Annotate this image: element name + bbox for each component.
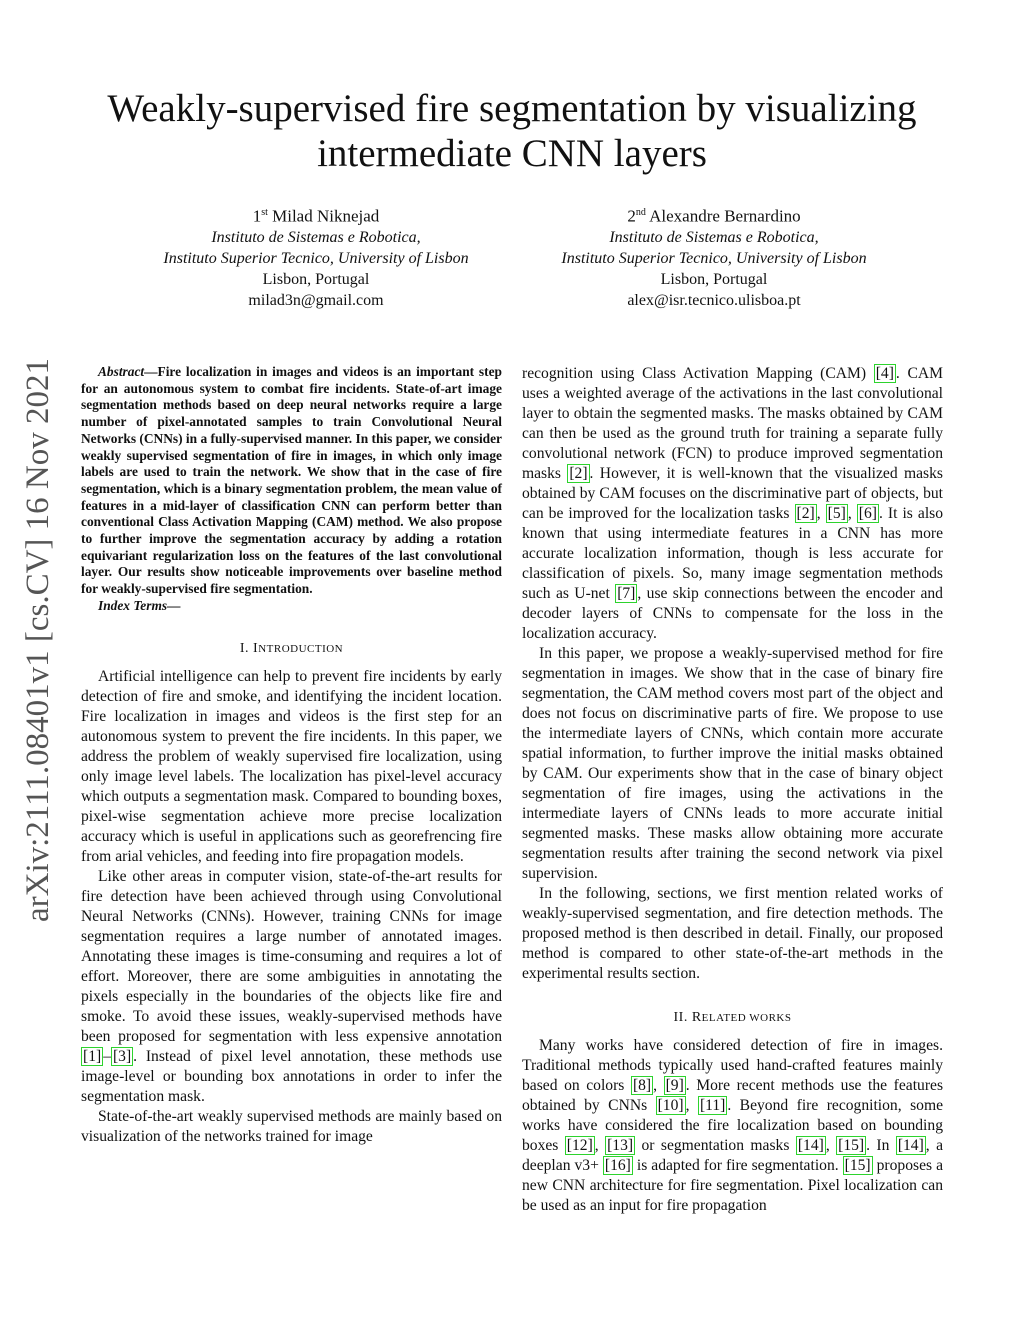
paragraph: recognition using Class Activation Mapping (CAM) [4] . CAM uses a weighted average of the activations in the last convolutional layer to obtain the segmented masks. The masks obtained by CAM can then be used as the ground truth for training a separate fully convolutional network (FCN) to produce improved segmentation masks [2] . However, it is well-known that the visualized masks obtained by CAM focuses on the discriminative part of objects, but can be improved for the localization tasks [2] , [5] , [6] . It is also known that using intermediate features in a CNN has more accurate localization information, though is less accurate for classification of pixels. So, many image segmentation methods such as U-net [7] , use skip connections between the encoder and decoder layers of CNNs to compensate for the loss in the localization accuracy. <box>522 365 944 642</box>
citation-link[interactable]: [15] <box>838 1137 865 1154</box>
paragraph: In the following, sections, we first mention related works of weakly-supervised segmentation, and fire detection methods. The proposed method is then described in detail. Finally, our proposed method is compared to other state-of-the-art methods in the experimental results section. <box>522 885 943 982</box>
citation-link[interactable]: [2] <box>569 465 588 482</box>
citation-link[interactable]: [2] <box>796 505 815 522</box>
paragraph: State-of-the-art weakly supervised methods are mainly based on visualization of the networks trained for image <box>81 1107 502 1145</box>
abstract: Abstract—Fire localization in images and videos is an important step for an autonomous system to combat fire incidents. State-of-art image segmentation methods based on deep neural networks require a large number of pixel-annotated samples to train Convolutional Neural Networks (CNNs) in a fully-supervised manner. In this paper, we consider weakly supervised segmentation of fire in images, in which only image labels are used to train the network. We show that in the case of fire segmentation, which is a binary segmentation problem, the mean value of features in a mid-layer of classification CNN can perform better than conventional Class Activation Mapping (CAM) method. We also propose to further improve the segmentation accuracy by adding a rotation equivariant regularization loss on the features of the last convolutional layer. Our results show noticeable improvements over baseline method for weakly-supervised fire segmentation. <box>81 364 502 597</box>
citation-link[interactable]: [11] <box>699 1097 726 1114</box>
paragraph: Artificial intelligence can help to prevent fire incidents by early detection of fire and smoke, and identifying the incident location. Fire localization in images and videos is the first step for an autonomous system to prevent the fire incidents. In this paper, we address the problem of weakly supervised fire localization, using only image level labels. The localization has pixel-level accuracy which outputs a segmentation mask. Compared to bounding boxes, pixel-wise segmentation achieve more precise localization accuracy which is useful in applications such as georefrencing fire from arial vehicles, and feeding into fire propagation models. <box>81 667 502 865</box>
author-email: milad3n@gmail.com <box>248 291 384 309</box>
citation-link[interactable]: [14] <box>797 1137 824 1154</box>
paragraph: In this paper, we propose a weakly-supervised method for fire segmentation in images. We show that in the case of binary fire segmentation, the CAM method covers most part of the object and does not focus on discriminative parts of fire. We propose to use the intermediate layers of CNNs, which contain more accurate spatial information, to further improve the initial masks obtained by CAM. Our experiments show that in the case of binary object segmentation of fire images, using the activations in the intermediate layers of CNNs leads to more accurate initial segmented masks. These masks allow obtaining more accurate segmentation results after training the second network via pixel supervision. <box>522 645 943 882</box>
citation-link[interactable]: [7] <box>617 585 636 602</box>
right-column <box>522 364 943 1216</box>
citation-link[interactable]: [12] <box>566 1137 593 1154</box>
paragraph: Many works have considered detection of fire in images. Traditional methods typically used hand-crafted features mainly based on colors [8] , [9] . More recent methods use the features obtained by CNNs [10] , [11] . Beyond fire recognition, some works have considered the fire localization based on bounding boxes [12] , [13] or segmentation masks [14] , [15] . In [14] , a deeplan v3+ [16] is adapted for fire segmentation. [15] proposes a new CNN architecture for fire segmentation. Pixel localization can be used as an input for fire propagation <box>522 1037 944 1214</box>
index-terms: Index Terms— <box>98 597 181 613</box>
citation-link[interactable]: [5] <box>827 505 846 522</box>
author-2: 2nd Alexandre Bernardino Instituto de Sistemas e Robotica, Instituto Superior Tecnico, University of Lisbon Lisbon, Portugal alex@isr.tecnico.ulisboa.pt <box>534 202 894 311</box>
citation-link[interactable]: [10] <box>657 1097 684 1114</box>
citation-link[interactable]: [14] <box>897 1137 924 1154</box>
citation-link[interactable]: [1] <box>83 1047 102 1065</box>
section-heading-related-works: II. RELATED WORKS <box>673 1010 792 1025</box>
citation-link[interactable]: [15] <box>844 1157 871 1174</box>
citation-link[interactable]: [6] <box>858 505 877 522</box>
section-heading-introduction: I. INTRODUCTION <box>239 640 344 656</box>
citation-link[interactable]: [3] <box>112 1047 132 1065</box>
paragraph: Like other areas in computer vision, state-of-the-art results for fire detection have been achieved through using Convolutional Neural Networks (CNNs). However, training CNNs for image segmentation requires a large number of annotated images. Annotating these images is time-consuming and requires a lot of effort. Moreover, there are some ambiguities in annotating the pixels especially in the boundaries of the objects like fire and smoke. To avoid these issues, weakly-supervised methods have been proposed for segmentation with less expensive annotation [1] – [3] . Instead of pixel level annotation, these methods use image-level or bounding box annotations in order to infer the segmentation mask. <box>81 867 502 1105</box>
citation-link[interactable]: [13] <box>607 1137 634 1154</box>
left-column <box>81 364 502 1147</box>
citation-link[interactable]: [9] <box>665 1077 684 1094</box>
author-1: 1st Milad Niknejad Instituto de Sistemas e Robotica, Instituto Superior Tecnico, University of Lisbon Lisbon, Portugal milad3n@gmail.com <box>136 202 496 311</box>
author-email: alex@isr.tecnico.ulisboa.pt <box>627 291 801 309</box>
citation-link[interactable]: [4] <box>875 365 894 382</box>
citation-link[interactable]: [8] <box>632 1077 652 1094</box>
citation-link[interactable]: [16] <box>604 1157 631 1174</box>
arxiv-identifier: arXiv:2111.08401v1 [cs.CV] 16 Nov 2021 <box>20 358 56 922</box>
paper-title: Weakly-supervised fire segmentation by visualizing intermediate CNN layers <box>107 87 917 175</box>
